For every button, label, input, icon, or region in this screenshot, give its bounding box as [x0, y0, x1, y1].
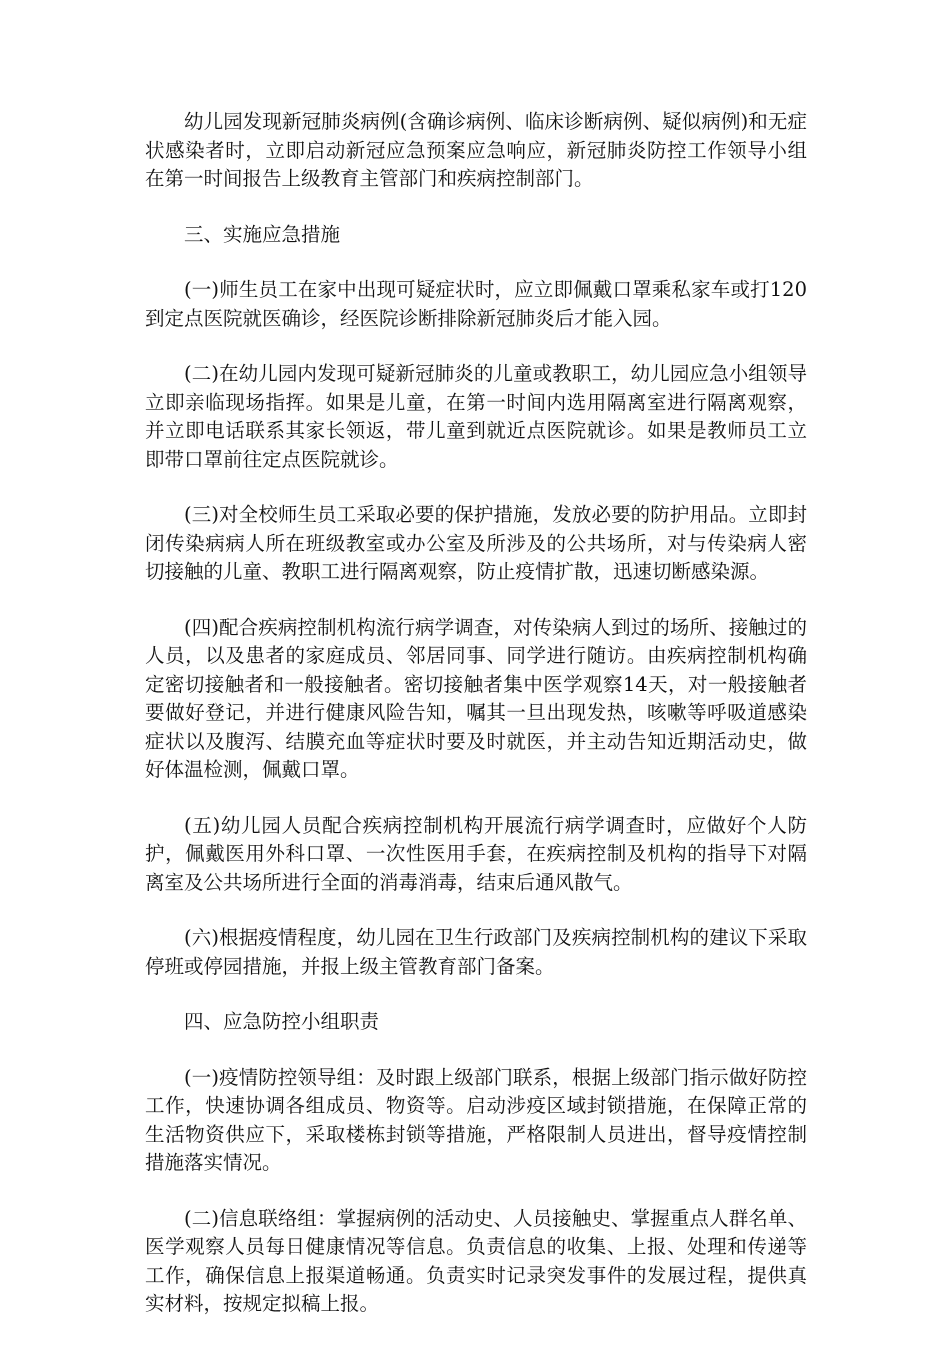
document-page	[145, 108, 807, 1346]
paragraph-intro: 幼儿园发现新冠肺炎病例(含确诊病例、临床诊断病例、疑似病例)和无症状感染者时，立即启动新冠应急预案应急响应，新冠肺炎防控工作领导小组在第一时间报告上级教育主管部门和疾病控制部门。	[145, 110, 807, 190]
section-heading-4: 四、应急防控小组职责	[184, 1010, 380, 1033]
paragraph-4-2: (二)信息联络组：掌握病例的活动史、人员接触史、掌握重点人群名单、医学观察人员每日健康情况等信息。负责信息的收集、上报、处理和传递等工作，确保信息上报渠道畅通。负责实时记录突发事件的发展过程，提供真实材料，按规定拟稿上报。	[145, 1206, 807, 1315]
paragraph-3-3: (三)对全校师生员工采取必要的保护措施，发放必要的防护用品。立即封闭传染病病人所在班级教室或办公室及所涉及的公共场所，对与传染病人密切接触的儿童、教职工进行隔离观察，防止疫情扩散，迅速切断感染源。	[145, 503, 807, 583]
paragraph-3-4: (四)配合疾病控制机构流行病学调查，对传染病人到过的场所、接触过的人员，以及患者的家庭成员、邻居同事、同学进行随访。由疾病控制机构确定密切接触者和一般接触者。密切接触者集中医学观察14天，对一般接触者要做好登记，并进行健康风险告知，嘱其一旦出现发热，咳嗽等呼吸道感染症状以及腹泻、结膜充血等症状时要及时就医，并主动告知近期活动史，做好体温检测，佩戴口罩。	[145, 615, 807, 781]
section-heading-3: 三、实施应急措施	[184, 222, 341, 246]
paragraph-3-2: (二)在幼儿园内发现可疑新冠肺炎的儿童或教职工，幼儿园应急小组领导立即亲临现场指挥。如果是儿童，在第一时间内选用隔离室进行隔离观察，并立即电话联系其家长领返，带儿童到就近点医院就诊。如果是教师员工立即带口罩前往定点医院就诊。	[145, 362, 807, 471]
paragraph-4-1: (一)疫情防控领导组：及时跟上级部门联系，根据上级部门指示做好防控工作，快速协调各组成员、物资等。启动涉疫区域封锁措施，在保障正常的生活物资供应下，采取楼栋封锁等措施，严格限制人员进出，督导疫情控制措施落实情况。	[145, 1065, 807, 1174]
paragraph-3-5: (五)幼儿园人员配合疾病控制机构开展流行病学调查时，应做好个人防护，佩戴医用外科口罩、一次性医用手套，在疾病控制及机构的指导下对隔离室及公共场所进行全面的消毒消毒，结束后通风散气。	[145, 813, 807, 894]
paragraph-3-6: (六)根据疫情程度，幼儿园在卫生行政部门及疾病控制机构的建议下采取停班或停园措施，并报上级主管教育部门备案。	[145, 926, 807, 978]
paragraph-3-1: (一)师生员工在家中出现可疑症状时，应立即佩戴口罩乘私家车或打120到定点医院就医确诊，经医院诊断排除新冠肺炎后才能入园。	[145, 278, 807, 330]
